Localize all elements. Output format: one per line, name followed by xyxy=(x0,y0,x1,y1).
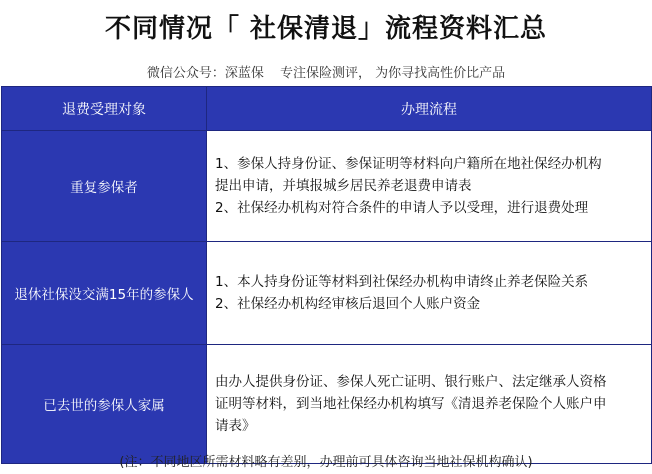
table-row xyxy=(2,131,652,242)
header-subject: 退费受理对象 xyxy=(2,87,207,131)
row-subject: 已去世的参保人家属 xyxy=(2,345,207,464)
wechat-account: 微信公众号：深蓝保 xyxy=(146,66,264,81)
row-subject: 重复参保者 xyxy=(2,131,207,242)
process-line: 2、社保经办机构对符合条件的申请人予以受理，进行退费处理 xyxy=(215,200,589,216)
table-row xyxy=(2,242,652,345)
row-process xyxy=(207,242,652,345)
process-line: 1、参保人持身份证、参保证明等材料向户籍所在地社保经办机构 xyxy=(215,156,602,172)
process-line: 由办人提供身份证、参保人死亡证明、银行账户、法定继承人资格 xyxy=(215,374,607,390)
process-line: 请表》 xyxy=(215,418,256,434)
subtitle xyxy=(0,62,652,81)
process-line: 1、本人持身份证等材料到社保经办机构申请终止养老保险关系 xyxy=(215,274,589,290)
process-line: 证明等材料，到当地社保经办机构填写《清退养老保险个人账户申 xyxy=(215,396,607,412)
table-header-row xyxy=(2,87,652,131)
row-process xyxy=(207,131,652,242)
process-table xyxy=(1,86,652,464)
row-subject: 退休社保没交满15年的参保人 xyxy=(2,242,207,345)
process-line: 2、社保经办机构经审核后退回个人账户资金 xyxy=(215,296,481,312)
page-title: 不同情况「 社保清退」流程资料汇总 xyxy=(104,14,548,44)
row-process xyxy=(207,345,652,464)
footnote: (注：不同地区所需材料略有差别，办理前可具体咨询当地社保机构确认) xyxy=(119,455,533,470)
header-process: 办理流程 xyxy=(207,87,652,131)
slogan: 专注保险测评， 为你寻找高性价比产品 xyxy=(280,66,506,81)
table-row xyxy=(2,345,652,464)
process-line: 提出申请，并填报城乡居民养老退费申请表 xyxy=(215,178,472,194)
